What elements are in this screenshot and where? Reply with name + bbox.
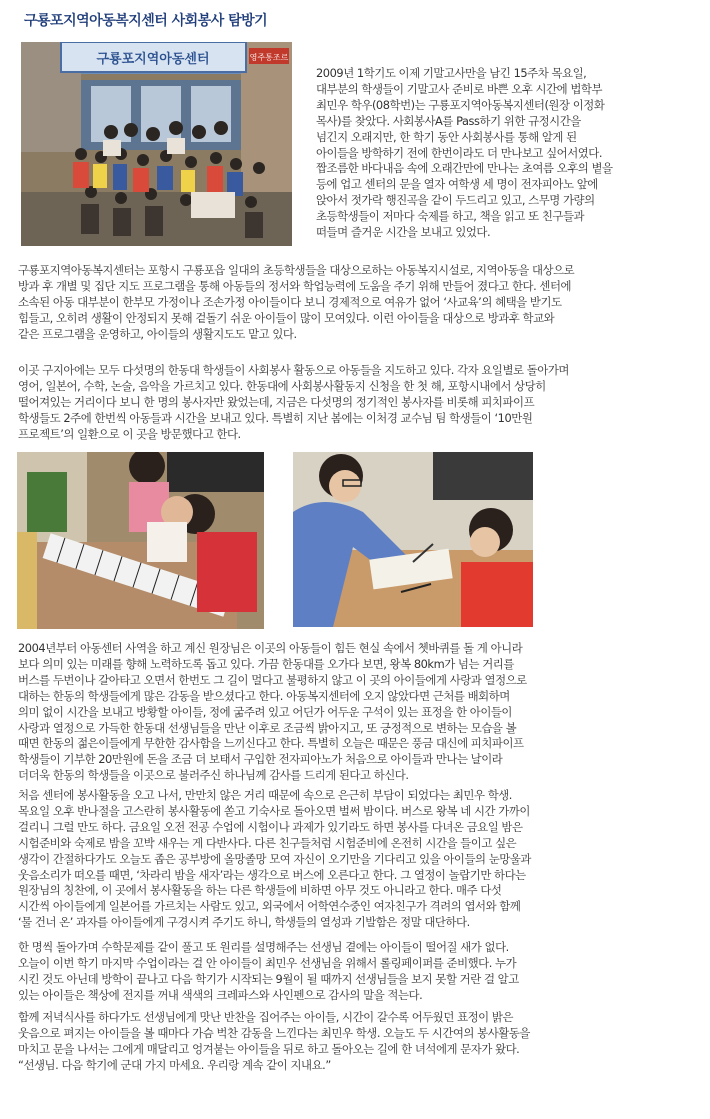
article-paragraph: 구룡포지역아동복지센터는 포항시 구룡포읍 일대의 초등학생들을 대상으로하는 아동복지시설로, 지역아동을 대상으로 방과 후 개별 및 집단 지도 프로그램을 통해 아동들의 정서와 학업능력에 도움을 주기 위해 만들어 졌다고 한다. 센터에 소속된 아동 대부분이 한부모 가정이나 조손가정 아이들이다 보니 경제적으로 여유가 없어 ‘사교육’의 혜택을 받기도 힘들고, 오히려 생활이 안정되지 못해 겉돌기 쉬운 아이들이 많이 모여있다. 이런 아이들을 대상으로 방과후 학교와 같은 프로그램을 운영하고, 아이들의 생활지도도 맡고 있다. <box>18 263 575 341</box>
article-paragraph: 이곳 구지아에는 모두 다섯명의 한동대 학생들이 사회봉사 활동으로 아동들을 지도하고 있다. 각자 요일별로 돌아가며 영어, 일본어, 수학, 논술, 음악을 가르치고 있다. 한동대에 사회봉사활동지 신청을 한 첫 해, 포항시내에서 상당히 떨어져있는 거리이다 보니 한 명의 봉사자만 왔었는데, 지금은 다섯명의 정기적인 봉사자를 비롯해 피치파이프 학생들도 2주에 한번씩 아동들과 시간을 보내고 있다. 특별히 지난 봄에는 이처경 교수님 팀 학생들이 ‘10만원 프로젝트’의 일환으로 이 곳을 방문했다고 한다. <box>18 363 569 441</box>
article-title: 구룡포지역아동복지센터 사회봉사 탐방기 <box>24 13 268 29</box>
article-paragraph: 한 명씩 돌아가며 수학문제를 같이 풀고 또 원리를 설명해주는 선생님 곁에는 아이들이 떨어질 새가 없다. 오늘이 이번 학기 마지막 수업이라는 걸 안 아이들이 최민우 선생님을 위해서 롤링페이퍼를 준비했다. 누가 시킨 것도 아닌데 방학이 끝나고 다음 학기가 시작되는 9월이 될 때까지 선생님들을 보지 못할 거란 걸 알고 있는 아이들은 책상에 전지를 꺼내 색색의 크레파스와 사인펜으로 감사의 말을 적는다. <box>18 940 519 1002</box>
piano-photo <box>17 452 264 629</box>
tutoring-photo-illustration <box>293 452 533 627</box>
tutoring-photo <box>293 452 533 627</box>
article-paragraph: 2004년부터 아동센터 사역을 하고 계신 원장님은 이곳의 아동들이 힘든 현실 속에서 쳇바퀴를 돌 게 아니라 보다 의미 있는 미래를 향해 노력하도록 돕고 있다. 가끔 한동대를 오가다 보면, 왕복 80km가 넘는 거리를 버스를 두번이나 갈아타고 오면서 한번도 그 길이 멀다고 불평하지 않고 이 곳의 아이들에게 사랑과 열정으로 대하는 한동의 학생들에게 많은 감동을 받으셨다고 한다. 아동복지센터에 오지 않았다면 근처를 배회하며 의미 없이 시간을 보내고 방황할 아이들, 정에 굶주려 있고 어딘가 어두운 구석이 있는 표정을 한 아이들이 사랑과 열정으로 가득한 한동대 선생님들을 만난 이후로 조금씩 밝아지고, 또 긍정적으로 변하는 모습을 볼 때면 한동의 젊은이들에게 무한한 감사함을 느끼신다고 한다. 특별히 오늘은 때문은 풍금 대신에 피치파이프 학생들이 기부한 20만원에 돈을 조금 더 보태서 구입한 전자피아노가 처음으로 아이들과 만나는 날이라 더더욱 한동의 학생들을 이곳으로 불러주신 하나님께 감사를 드리게 된다고 하신다. <box>18 641 527 783</box>
article-paragraph: 2009년 1학기도 이제 기말고사만을 남긴 15주차 목요일, 대부분의 학생들이 기말고사 준비로 바쁜 오후 시간에 법학부 최민우 학우(08학번)는 구룡포지역아동복지센터(원장 이정화 목사)를 찾았다. 사회봉사A를 Pass하기 위한 규정시간을 넘긴지 오래지만, 한 학기 동안 사회봉사를 통해 알게 된 아이들을 방학하기 전에 한번이라도 더 만나보고 싶어서였다. 짭조름한 바다내음 속에 오래간만에 만나는 초여름 오후의 볕을 등에 업고 센터의 문을 열자 여학생 세 명이 전자피아노 앞에 앉아서 젓가락 행진곡을 같이 두드리고 있고, 스무명 가량의 초등학생들이 저마다 숙제를 하고, 책을 읽고 또 친구들과 떠들며 즐거운 시간을 보내고 있었다. <box>316 66 613 240</box>
group-photo <box>21 42 292 246</box>
center-sign-side-text: 영주통조르 <box>249 53 289 62</box>
center-sign-text: 구룡포지역아동센터 <box>96 52 210 67</box>
article-paragraph: 함께 저녁식사를 하다가도 선생님에게 맛난 반찬을 집어주는 아이들, 시간이 갈수록 어두웠던 표정이 밝은 웃음으로 펴지는 아이들을 볼 때마다 가슴 벅찬 감동을 느낀다는 최민우 학생. 오늘도 두 시간여의 봉사활동을 마치고 문을 나서는 그에게 매달리고 엉겨붙는 아이들을 뒤로 하고 돌아오는 길에 한 녀석에게 문자가 왔다. “선생님. 다음 학기에 군대 가지 마세요. 우리랑 계속 같이 지내요.” <box>18 1010 530 1072</box>
article-paragraph: 처음 센터에 봉사활동을 오고 나서, 만만치 않은 거리 때문에 속으로 은근히 부담이 되었다는 최민우 학생. 목요일 오후 반나절을 고스란히 봉사활동에 쏟고 기숙사로 돌아오면 벌써 밤이다. 버스로 왕복 네 시간 가까이 걸리니 그럴 만도 하다. 금요일 오전 전공 수업에 시험이나 과제가 있기라도 하면 봉사를 다녀온 금요일 밤은 시험준비와 숙제로 밤을 꼬박 새우는 게 다반사다. 다른 친구들처럼 시험준비에 온전히 시간을 들이고 싶은 생각이 간절하다가도 오늘도 좁은 공부방에 올망졸망 모여 자신이 오기만을 기다리고 있을 아이들의 눈망울과 웃음소리가 떠오를 때면, ‘차라리 밤을 새자’라는 생각으로 버스에 오른다고 한다. 그 열정이 놀랍기만 하다는 원장님의 칭찬에, 이 곳에서 봉사활동을 하는 다른 학생들에 비하면 아무 것도 아니라고 한다. 매주 다섯 시간씩 아이들에게 일본어를 가르치는 사람도 있고, 외국에서 어학연수중인 여자친구가 격려의 엽서와 함께 ‘물 건너 온’ 과자를 아이들에게 구경시켜 주기도 하니, 학생들의 열성과 기발함은 정말 대단하다. <box>18 788 531 930</box>
group-photo-illustration <box>21 42 292 246</box>
piano-photo-illustration <box>17 452 264 629</box>
